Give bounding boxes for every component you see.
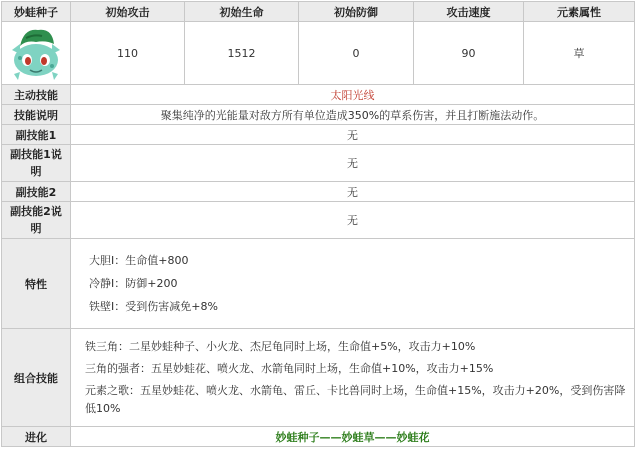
active-skill-row — [2, 85, 635, 105]
skill-desc-value: 聚集纯净的光能量对敌方所有单位造成350%的草系伤害，并且打断施法动作。 — [71, 105, 635, 125]
trait-item: 冷静Ⅰ：防御+200 — [89, 277, 178, 290]
sub1-desc-row — [2, 145, 635, 182]
spd-value: 90 — [414, 22, 524, 85]
sub1-desc-label — [2, 145, 71, 182]
sub2-value: 无 — [71, 182, 635, 202]
evolution-value: 妙蛙种子——妙蛙草——妙蛙花 — [71, 427, 635, 447]
pokemon-info-table — [1, 1, 635, 447]
trait-item: 铁壁Ⅰ：受到伤害减免+8% — [89, 300, 218, 313]
combo-item: 元素之歌：五星妙蛙花、喷火龙、水箭龟、雷丘、卡比兽同时上场，生命值+15%，攻击力+20%，受到伤害降低10% — [85, 383, 626, 415]
sub2-label: 副技能2 — [2, 182, 71, 202]
sub2-row — [2, 182, 635, 202]
sub1-desc-label-a: 副技能1说 — [10, 148, 62, 161]
def-value: 0 — [299, 22, 414, 85]
atk-value: 110 — [71, 22, 185, 85]
combo-list — [71, 329, 635, 427]
sub1-desc-label-b: 明 — [30, 165, 42, 178]
skill-desc-row — [2, 105, 635, 125]
sub2-desc-label-b: 明 — [30, 222, 42, 235]
combo-item: 铁三角：二星妙蛙种子、小火龙、杰尼龟同时上场，生命值+5%，攻击力+10% — [85, 339, 476, 353]
traits-list — [71, 239, 635, 329]
traits-label: 特性 — [2, 239, 71, 329]
stats-row — [2, 22, 635, 85]
active-skill-value: 太阳光线 — [71, 85, 635, 105]
evolution-label: 进化 — [2, 427, 71, 447]
skill-desc-label: 技能说明 — [2, 105, 71, 125]
sub2-desc-row — [2, 202, 635, 239]
def-header: 初始防御 — [299, 2, 414, 22]
hp-value: 1512 — [185, 22, 299, 85]
combo-row — [2, 329, 635, 427]
sub1-value: 无 — [71, 125, 635, 145]
sub2-desc-label — [2, 202, 71, 239]
sub2-desc-value: 无 — [71, 202, 635, 239]
header-row — [2, 2, 635, 22]
traits-row — [2, 239, 635, 329]
combo-item: 三角的强者：五星妙蛙花、喷火龙、水箭龟同时上场，生命值+10%，攻击力+15% — [85, 361, 494, 375]
sub1-row — [2, 125, 635, 145]
active-skill-label: 主动技能 — [2, 85, 71, 105]
sub1-label: 副技能1 — [2, 125, 71, 145]
atk-header: 初始攻击 — [71, 2, 185, 22]
spd-header: 攻击速度 — [414, 2, 524, 22]
elem-header: 元素属性 — [524, 2, 635, 22]
evolution-row — [2, 427, 635, 447]
name-header: 妙蛙种子 — [2, 2, 71, 22]
hp-header: 初始生命 — [185, 2, 299, 22]
combo-label: 组合技能 — [2, 329, 71, 427]
sub2-desc-label-a: 副技能2说 — [10, 205, 62, 218]
bulbasaur-portrait-icon — [6, 24, 66, 82]
trait-item: 大胆Ⅰ：生命值+800 — [89, 254, 189, 267]
portrait-cell — [2, 22, 71, 85]
elem-value: 草 — [524, 22, 635, 85]
sub1-desc-value: 无 — [71, 145, 635, 182]
